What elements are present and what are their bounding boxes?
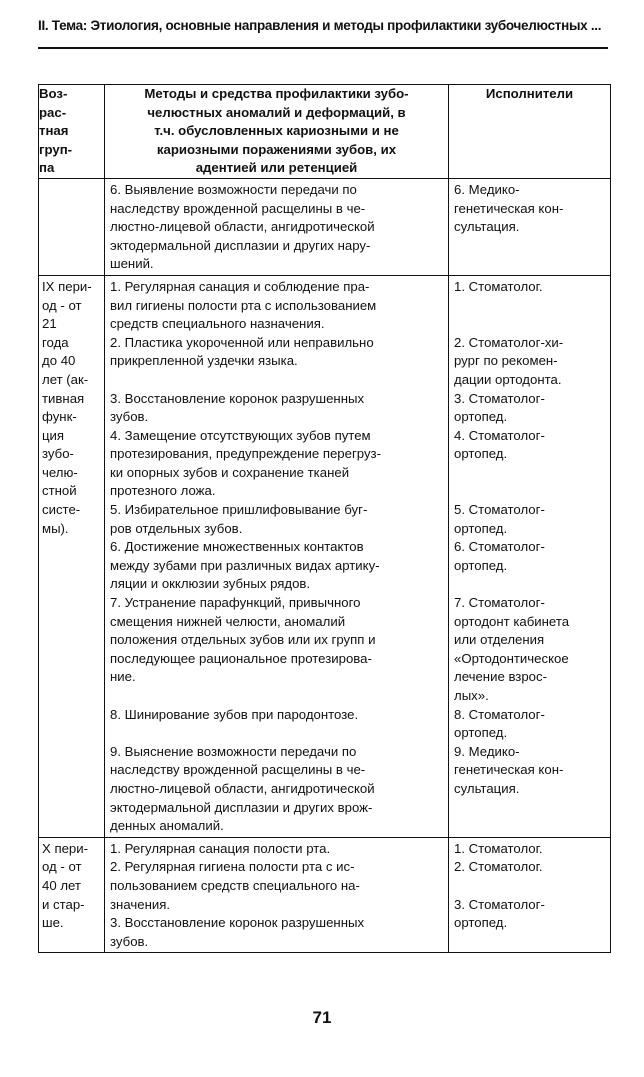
header-rule: [38, 47, 608, 49]
method-item: 3. Восстановление коронок разрушенных зубов.: [110, 390, 365, 425]
method-item: 3. Восстановление коронок разрушенных зубов.: [110, 915, 365, 949]
executors-cell: [449, 275, 611, 837]
method-item: 1. Регулярная санация и соблюдение пра- вил гигиены полости рта с использованием средств специального назначения.: [110, 278, 377, 332]
executor-item: 7. Стоматолог- ортодонт кабинета или отделения «Ортодонтическое лечение взрос- лых».: [454, 595, 570, 703]
executor-item: 1. Стоматолог.: [454, 840, 543, 856]
age-group-cell: [39, 837, 105, 953]
executor-item: 6. Медико- генетическая кон- сультация.: [454, 181, 564, 235]
header-executors-text: Исполнители: [485, 86, 574, 101]
executor-item: 5. Стоматолог- ортопед.: [454, 502, 545, 536]
age-group-text: X пери- од - от 40 лет и стар- ше.: [42, 840, 89, 931]
executor-item: 9. Медико- генетическая кон- сультация.: [454, 743, 564, 796]
table-row: [39, 275, 611, 837]
methods-cell: [105, 275, 449, 837]
executor-item: 3. Стоматолог- ортопед.: [454, 390, 545, 425]
header-executors: [449, 85, 611, 179]
header-age-group-text: Воз- рас- тная груп- па: [39, 86, 73, 176]
method-item: 7. Устранение парафункций, привычного смещения нижней челюсти, аномалий положения отдельных зубов или их групп и последующее рациональное протезирова- ние.: [110, 595, 376, 685]
methods-cell: [105, 178, 449, 275]
executor-item: 1. Стоматолог.: [454, 278, 543, 294]
executor-item: 6. Стоматолог- ортопед.: [454, 539, 545, 573]
executor-item: 4. Стоматолог- ортопед.: [454, 427, 545, 462]
executor-item: 2. Стоматолог.: [454, 859, 543, 875]
executor-item: 2. Стоматолог-хи- рург по рекомен- дации ортодонта.: [454, 334, 564, 387]
method-item: 8. Шинирование зубов при пародонтозе.: [110, 706, 359, 722]
header-methods: [105, 85, 449, 179]
age-group-text: IX пери- од - от 21 года до 40 лет (ак- тивная функ- ция зубо- челю- стной систе- мы).: [42, 278, 92, 536]
methods-cell: [105, 837, 449, 953]
executor-item: 8. Стоматолог- ортопед.: [454, 706, 545, 741]
page-number: 71: [312, 1008, 332, 1027]
table-body: [39, 178, 611, 952]
method-item: 9. Выяснение возможности передачи по наследству врожденной расщелины в че- люстно-лицевой области, ангидротической эктодермальной дисплазии и других врож- денных аномалий.: [110, 743, 375, 834]
prevention-table: [38, 84, 611, 953]
executor-item: 3. Стоматолог- ортопед.: [454, 896, 545, 931]
method-item: 4. Замещение отсутствующих зубов путем протезирования, предупреждение перегруз- ки опорных зубов и сохранение тканей протезного ложа.: [110, 427, 381, 499]
table-row: [39, 178, 611, 275]
method-item: 6. Достижение множественных контактов между зубами при различных видах артику- ляции и окклюзии зубных рядов.: [110, 539, 380, 592]
age-group-cell: [39, 178, 105, 275]
executors-cell: [449, 178, 611, 275]
table-header-row: [39, 85, 611, 179]
age-group-text: [39, 179, 104, 183]
method-item: 6. Выявление возможности передачи по наследству врожденной расщелины в че- люстно-лицевой области, ангидротической эктодермальной дисплазии и других нару- шений.: [110, 181, 375, 272]
method-item: 2. Регулярная гигиена полости рта с ис- пользованием средств специального на- значения.: [110, 859, 360, 912]
method-item: 1. Регулярная санация полости рта.: [110, 840, 331, 856]
table-row: [39, 837, 611, 953]
age-group-cell: [39, 275, 105, 837]
method-item: 5. Избирательное пришлифовывание буг- ров отдельных зубов.: [110, 502, 368, 536]
method-item: 2. Пластика укороченной или неправильно прикрепленной уздечки языка.: [110, 334, 374, 369]
header-age-group: [39, 85, 105, 179]
header-methods-text: Методы и средства профилактики зубо- челюстных аномалий и деформаций, в т.ч. обусловленных кариозными и не кариозными поражениями зубов, их адентией или ретенцией: [144, 86, 409, 176]
executors-cell: [449, 837, 611, 953]
page-header: II. Тема: Этиология, основные направления и методы профилактики зубочелюстных ...: [38, 18, 602, 33]
